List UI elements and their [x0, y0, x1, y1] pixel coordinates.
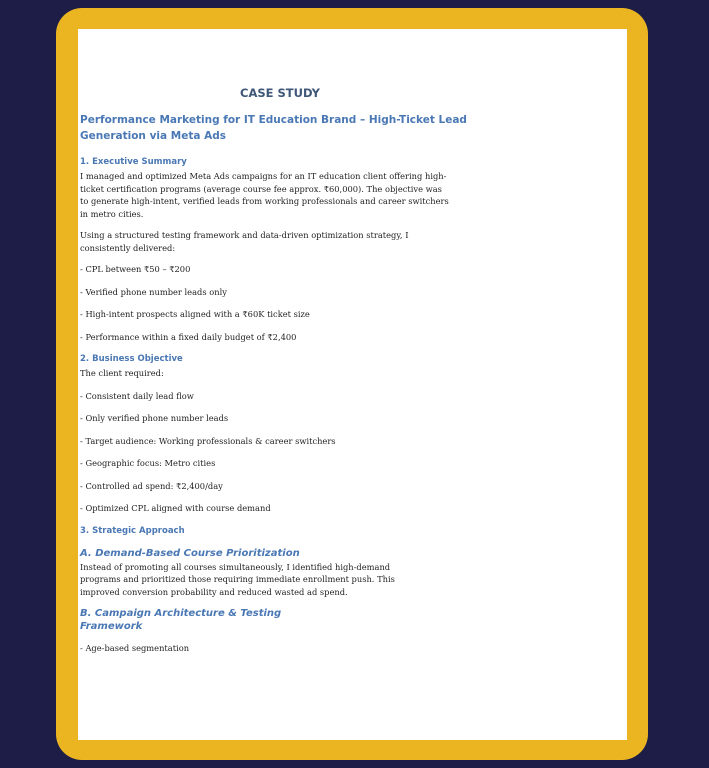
subheading-demand-based: A. Demand-Based Course Prioritization: [80, 547, 300, 559]
subheading-campaign-architecture: B. Campaign Architecture & Testing Framework: [80, 608, 282, 632]
paragraph-executive-summary: I managed and optimized Meta Ads campaigns for an IT education client offering high-ticket certification programs (average course fee approx. ₹60,000). The objective was to generate high-intent, verified leads from working professionals and career switchers in metro cities.: [80, 171, 449, 219]
bullet-item: - Only verified phone number leads: [80, 413, 229, 423]
section-heading-business-objective: 2. Business Objective: [80, 354, 183, 364]
bullet-item: - Performance within a fixed daily budget of ₹2,400: [80, 331, 297, 342]
bullet-item: - Controlled ad spend: ₹2,400/day: [80, 480, 223, 491]
bullet-item: - CPL between ₹50 – ₹200: [80, 264, 191, 274]
bullet-item: - High-intent prospects aligned with a ₹60K ticket size: [80, 309, 310, 319]
section-heading-executive-summary: 1. Executive Summary: [80, 157, 187, 167]
bullet-item: - Target audience: Working professionals & career switchers: [80, 435, 336, 446]
bullet-item: - Consistent daily lead flow: [80, 390, 194, 401]
section-heading-strategic-approach: 3. Strategic Approach: [80, 525, 185, 536]
document-title: CASE STUDY: [240, 86, 320, 100]
bullet-item: - Age-based segmentation: [80, 643, 190, 653]
bullet-item: - Optimized CPL aligned with course demand: [80, 503, 271, 513]
bullet-item: - Geographic focus: Metro cities: [80, 458, 216, 468]
paragraph-demand-based: Instead of promoting all courses simultaneously, I identified high-demand programs and prioritized those requiring immediate enrollment push. This improved conversion probability and reduced wasted ad spend.: [80, 561, 395, 597]
document-content: [80, 86, 480, 655]
paragraph-delivered-intro: Using a structured testing framework and data-driven optimization strategy, I consistently delivered:: [80, 230, 409, 253]
paragraph-client-required: The client required:: [80, 368, 164, 378]
bullet-item: - Verified phone number leads only: [80, 286, 227, 297]
document-subtitle: Performance Marketing for IT Education Brand – High-Ticket Lead Generation via Meta Ads: [80, 114, 467, 142]
